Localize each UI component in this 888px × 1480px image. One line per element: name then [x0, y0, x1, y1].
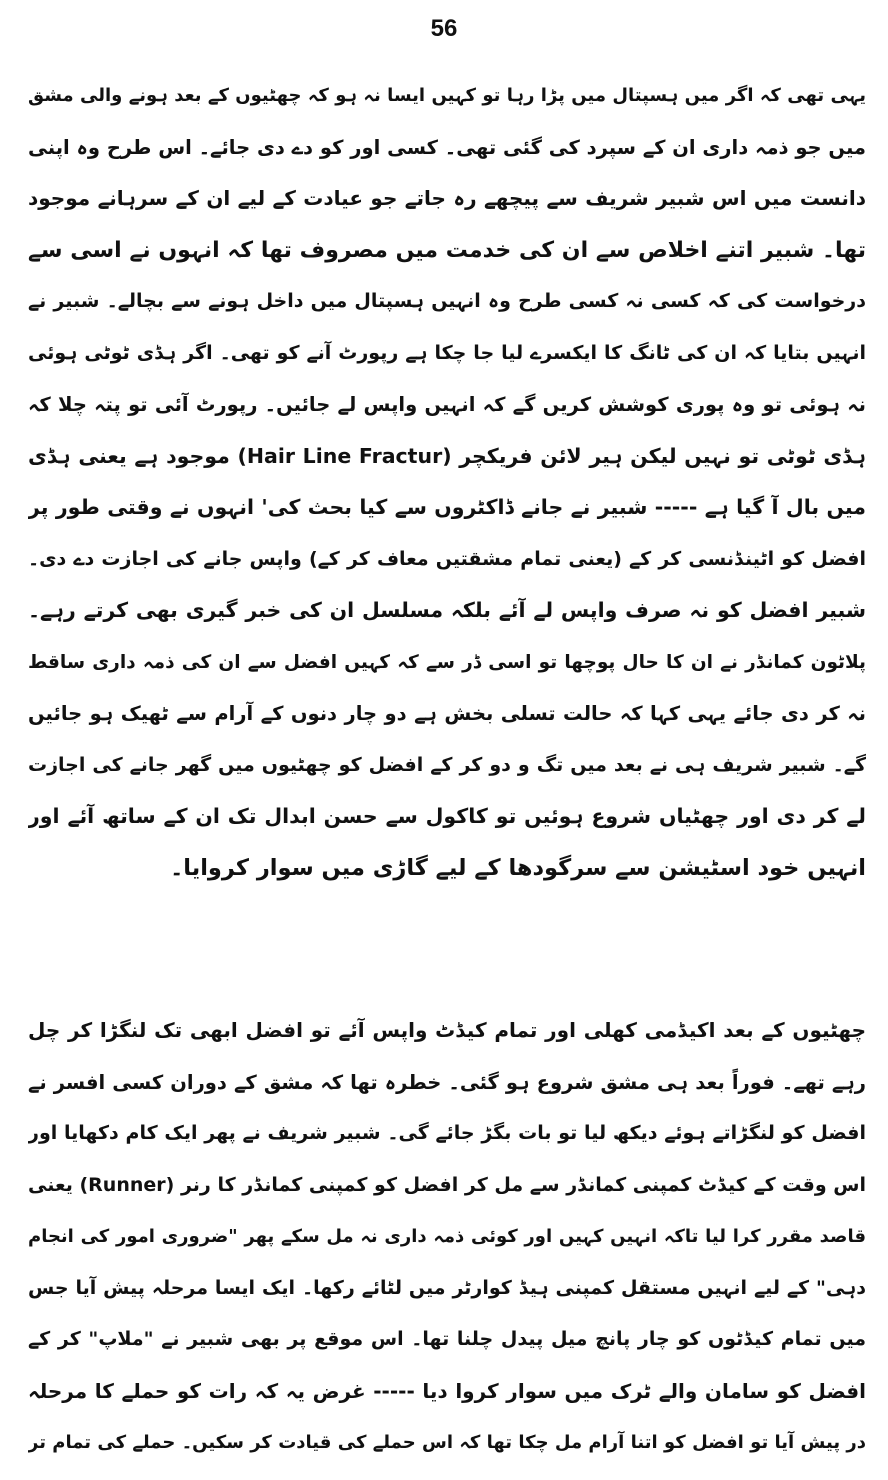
- text-line: دانست میں اس شبیر شریف سے پیچھے رہ جاتے جو عیادت کے لیے ان کے سرہانے موجود: [28, 186, 866, 210]
- text-line: درخواست کی کہ کسی نہ کسی طرح وہ انہیں ہسپتال میں داخل ہونے سے بچالے۔ شبیر نے: [28, 290, 866, 312]
- text-line: چھٹیوں کے بعد اکیڈمی کھلی اور تمام کیڈٹ واپس آئے تو افضل ابھی تک لنگڑا کر چل: [28, 1018, 866, 1042]
- text-line: در پیش آیا تو افضل کو اتنا آرام مل چکا تھا کہ اس حملے کی قیادت کر سکیں۔ حملے کی تمام تر: [28, 1432, 866, 1453]
- text-line: دہی" کے لیے انہیں مستقل کمپنی ہیڈ کوارٹر میں لٹائے رکھا۔ ایک ایسا مرحلہ پیش آیا جس: [28, 1276, 866, 1299]
- text-line: انہیں خود اسٹیشن سے سرگودھا کے لیے گاڑی میں سوار کروایا۔: [170, 854, 866, 881]
- text-line: شبیر افضل کو نہ صرف واپس لے آئے بلکہ مسلسل ان کی خبر گیری بھی کرتے رہے۔: [28, 598, 866, 622]
- paragraph-2: [28, 1005, 866, 1469]
- text-line: انہیں بتایا کہ ان کی ٹانگ کا ایکسرے لیا جا چکا ہے رپورٹ آنے کو تھی۔ اگر ہڈی ٹوٹی ہوئی: [28, 341, 866, 364]
- text-line: رہے تھے۔ فوراً بعد ہی مشق شروع ہو گئی۔ خطرہ تھا کہ مشق کے دوران کسی افسر نے: [28, 1070, 866, 1094]
- text-line: افضل کو لنگڑاتے ہوئے دیکھ لیا تو بات بگڑ جائے گی۔ شبیر شریف نے پھر ایک کام دکھایا اور: [28, 1122, 866, 1144]
- text-line: افضل کو اٹینڈنسی کر کے (یعنی تمام مشقتیں معاف کر کے) واپس جانے کی اجازت دے دی۔: [28, 547, 866, 570]
- text-line: پلاٹون کمانڈر نے ان کا حال پوچھا تو اسی ڈر سے کہ کہیں افضل سے ان کی ذمہ داری ساقط: [28, 651, 866, 673]
- text-line: ہڈی ٹوٹی تو نہیں لیکن ہیر لائن فریکچر (Hair Line Fractur) موجود ہے یعنی ہڈی: [28, 443, 866, 468]
- text-line: میں تمام کیڈٹوں کو چار پانچ میل پیدل چلنا تھا۔ اس موقع پر بھی شبیر نے "ملاپ" کر کے: [28, 1328, 866, 1350]
- text-line: گے۔ شبیر شریف ہی نے بعد میں تگ و دو کر کے افضل کو چھٹیوں میں گھر جانے کی اجازت: [28, 753, 866, 776]
- text-line: یہی تھی کہ اگر میں ہسپتال میں پڑا رہا تو کہیں ایسا نہ ہو کہ چھٹیوں کے بعد ہونے والی مشق: [28, 85, 866, 106]
- paragraph-1: [28, 70, 866, 894]
- text-line: میں جو ذمہ داری ان کے سپرد کی گئی تھی۔ کسی اور کو دے دی جائے۔ اس طرح وہ اپنی: [28, 135, 866, 159]
- text-line: قاصد مقرر کرا لیا تاکہ انہیں کہیں اور کوئی ذمہ داری نہ مل سکے پھر "ضروری امور کی انجام: [28, 1226, 866, 1247]
- text-line: افضل کو سامان والے ٹرک میں سوار کروا دیا ----- غرض یہ کہ رات کو حملے کا مرحلہ: [28, 1378, 866, 1403]
- page-number: 56: [430, 15, 458, 42]
- text-line: میں بال آ گیا ہے ----- شبیر نے جانے ڈاکٹروں سے کیا بحث کی' انہوں نے وقتی طور پر: [28, 495, 866, 519]
- text-line: نہ ہوئی تو وہ پوری کوشش کریں گے کہ انہیں واپس لے جائیں۔ رپورٹ آئی تو پتہ چلا کہ: [28, 393, 866, 416]
- text-line: اس وقت کے کیڈٹ کمپنی کمانڈر سے مل کر افضل کو کمپنی کمانڈر کا رنر (Runner) یعنی: [28, 1173, 866, 1196]
- text-line: نہ کر دی جائے یہی کہا کہ حالت تسلی بخش ہے دو چار دنوں کے آرام سے ٹھیک ہو جائیں: [28, 702, 866, 725]
- text-line: تھا۔ شبیر اتنے اخلاص سے ان کی خدمت میں مصروف تھا کہ انہوں نے اسی سے: [28, 237, 866, 263]
- text-line: لے کر دی اور چھٹیاں شروع ہوئیں تو کاکول سے حسن ابدال تک ان کے ساتھ آئے اور: [28, 804, 866, 828]
